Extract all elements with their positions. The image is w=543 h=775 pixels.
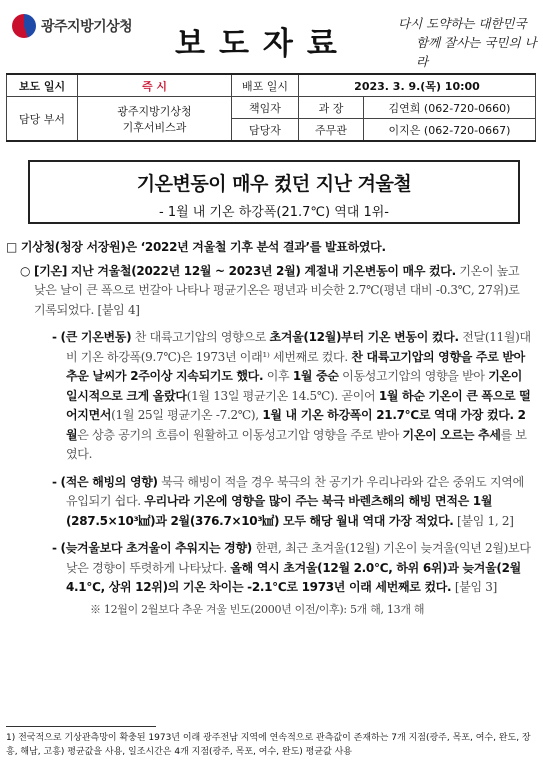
paragraph-variation xyxy=(6,328,534,465)
p4-text-1: 한편, 최근 초겨울(12월) 기온이 늦겨울(익년 2월)보다 낮은 경향이 뚜렷하게 나타났다. xyxy=(66,541,531,575)
p4-text-2: [붙임 3] xyxy=(451,580,498,594)
agency-logo xyxy=(12,14,132,38)
p2-bold-2: 찬 대륙고기압의 영향을 주로 받아 추운 날씨가 2주이상 지속되기도 했다. xyxy=(66,349,525,383)
p2-heading: - (큰 기온변동) xyxy=(52,330,132,344)
p2-bold-4: 기온이 일시적으로 크게 올랐다 xyxy=(66,369,523,403)
p2-bold-3: 1월 중순 xyxy=(292,369,339,383)
p2-text-3: 이후 xyxy=(263,369,293,383)
footnote: 1) 전국적으로 기상관측망이 확충된 1973년 이래 광주전남 지역에 연속적으로 관측값이 존재하는 7개 지점(광주, 목포, 여수, 완도, 장흥, 해남, 고흥) 평균값을 사용, 일조시간은 4개 지점(광주, 목포, 여수, 완도) 평균값 사용 xyxy=(6,733,531,757)
article-body xyxy=(6,238,534,619)
press-header xyxy=(0,0,543,69)
p2-text-5: (1월 13일 평균기온 14.5℃). 곧이어 xyxy=(186,388,379,403)
staff-contact: 이지은 (062-720-0667) xyxy=(364,119,536,142)
p1-text: 기온이 높고 낮은 날이 큰 폭으로 번갈아 나타나 평균기온은 평년과 비슷한 2.7℃(평년 대비 -0.3℃, 27위)로 기록되었다. [붙임 4] xyxy=(34,263,520,317)
dept-value-line-1: 광주지방기상청 xyxy=(117,104,192,118)
p2-bold-1: 초겨울(12월)부터 기온 변동이 컸다. xyxy=(269,330,459,344)
p1-bold: ○ [기온] 지난 겨울철(2022년 12월 ~ 2023년 2월) 계절내 기온변동이 매우 컸다. xyxy=(20,263,456,278)
responsible-title: 과 장 xyxy=(299,97,364,119)
agency-name: 광주지방기상청 xyxy=(41,19,133,35)
p2-text-2: 전달(11월)대비 기온 하강폭(9.7℃)은 1973년 이래¹⁾ 세번째로 컸다. xyxy=(66,330,531,364)
p4-heading: - (늦겨울보다 초겨울이 추워지는 경향) xyxy=(52,541,252,555)
press-release-title: 보도자료 xyxy=(175,26,351,62)
dept-value-line-2: 기후서비스과 xyxy=(122,120,187,134)
p2-text-4: 이동성고기압의 영향을 받아 xyxy=(338,369,489,383)
paragraph-early-winter xyxy=(6,539,534,598)
p3-text-2: [붙임 1, 2] xyxy=(453,513,514,528)
responsible-contact: 김연희 (062-720-0660) xyxy=(364,97,536,119)
release-info-table xyxy=(6,73,536,142)
responsible-label: 책임자 xyxy=(232,97,299,119)
paragraph-temperature xyxy=(6,262,534,321)
dist-label: 배포 일시 xyxy=(232,74,299,97)
p2-bold-6: 1월 내 기온 하강폭이 21.7℃로 역대 가장 컸다. 2월 xyxy=(66,408,526,442)
p2-text-8: 를 보였다. xyxy=(66,427,527,461)
release-label: 보도 일시 xyxy=(7,74,78,97)
p2-bold-5: 1월 하순 기온이 큰 폭으로 떨어지면서 xyxy=(66,388,531,422)
p3-heading: - (적은 해빙의 영향) xyxy=(52,474,158,489)
p2-text-7: 은 상층 공기의 흐름이 원활하고 이동성고기압 영향을 주로 받아 xyxy=(77,427,403,442)
lead-paragraph: □ 기상청(청장 서장원)은 ‘2022년 겨울철 기후 분석 결과’를 발표하였다. xyxy=(6,240,386,254)
p3-text-1: 북극 해빙이 적을 경우 북극의 찬 공기가 우리나라와 같은 중위도 지역에 유입되기 쉽다. xyxy=(66,474,524,508)
government-slogan xyxy=(398,14,538,71)
p2-text-6: (1월 25일 평균기온 -7.2℃), xyxy=(111,408,263,422)
slogan-line-1: 다시 도약하는 대한민국 xyxy=(398,16,527,31)
footnote-divider xyxy=(6,726,156,727)
p2-text-1: 찬 대륙고기압의 영향으로 xyxy=(131,330,270,344)
slogan-line-2: 함께 잘사는 국민의 나라 xyxy=(416,35,537,69)
dist-value: 2023. 3. 9.(목) 10:00 xyxy=(299,74,536,97)
p3-bold-1: 우리나라 기온에 영향을 많이 주는 북극 바렌츠해의 해빙 면적은 1월(287.5×10³㎢)과 2월(376.7×10³㎢) 모두 해당 월내 역대 가장 적었다. xyxy=(66,494,493,528)
release-value: 즉 시 xyxy=(78,74,232,97)
dept-value xyxy=(78,97,232,142)
subheadline: - 1월 내 기온 하강폭(21.7℃) 역대 1위- xyxy=(159,205,389,220)
headline: 기온변동이 매우 컸던 지난 겨울철 xyxy=(136,173,412,195)
p2-bold-7: 기온이 오르는 추세 xyxy=(402,427,501,442)
headline-box xyxy=(28,160,520,224)
taegeuk-icon xyxy=(12,14,36,38)
note-line: ※ 12월이 2월보다 추운 겨울 빈도(2000년 이전/이후): 5개 해, 13개 해 xyxy=(90,602,425,616)
dept-label: 담당 부서 xyxy=(7,97,78,142)
staff-title: 주무관 xyxy=(299,119,364,142)
staff-label: 담당자 xyxy=(232,119,299,142)
paragraph-sea-ice xyxy=(6,473,534,532)
p4-bold-1: 올해 역시 초겨울(12월 2.0℃, 하위 6위)과 늦겨울(2월 4.1℃, 상위 12위)의 기온 차이는 -2.1℃로 1973년 이래 세번째로 컸다. xyxy=(66,560,521,594)
